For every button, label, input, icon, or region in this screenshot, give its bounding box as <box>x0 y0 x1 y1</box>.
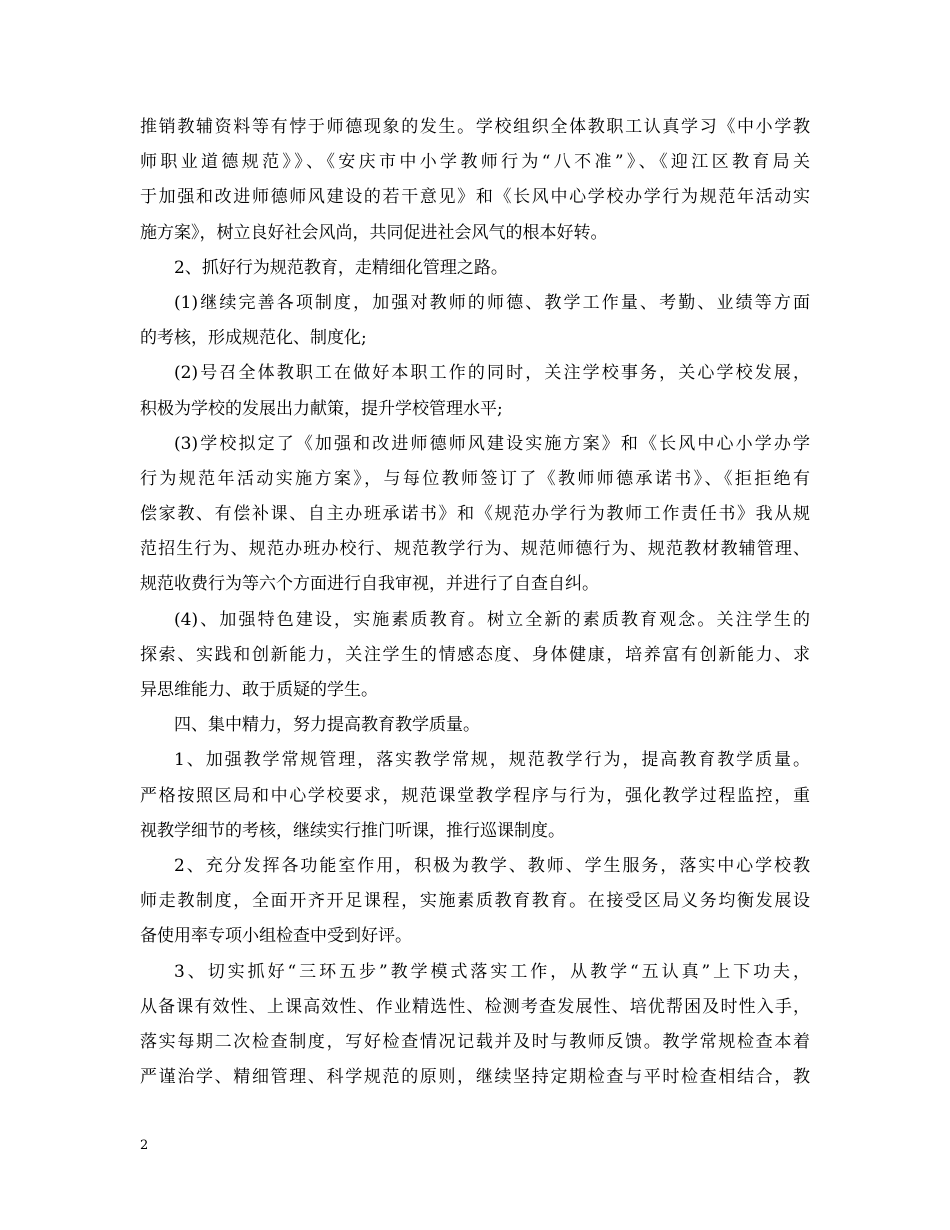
text-line: 从备课有效性、上课高效性、作业精选性、检测考查发展性、培优帮困及时性入手， <box>140 996 810 1017</box>
text-line: 严格按照区局和中心学校要求，规范课堂教学程序与行为，强化教学过程监控，重 <box>140 785 810 806</box>
text-line: 严谨治学、精细管理、科学规范的原则，继续坚持定期检查与平时检查相结合，教 <box>140 1067 810 1088</box>
text-line: 积极为学校的发展出力献策，提升学校管理水平; <box>140 398 503 419</box>
text-line: 落实每期二次检查制度，写好检查情况记载并及时与教师反馈。教学常规检查本着 <box>140 1031 810 1052</box>
text-line: 师职业道德规范》》、《安庆市中小学教师行为“八不准”》、《迎江区教育局关 <box>140 152 810 173</box>
text-line: 3、切实抓好“三环五步”教学模式落实工作，从教学“五认真”上下功夫， <box>174 961 810 982</box>
text-line: 范招生行为、规范办班办校行、规范教学行为、规范师德行为、规范教材教辅管理、 <box>140 539 810 560</box>
text-line: 的考核，形成规范化、制度化; <box>140 328 367 349</box>
text-line: 探索、实践和创新能力，关注学生的情感态度、身体健康，培养富有创新能力、求 <box>140 644 810 665</box>
text-line: (1)继续完善各项制度，加强对教师的师德、教学工作量、考勤、业绩等方面 <box>174 292 810 313</box>
text-line: 1、加强教学常规管理，落实教学常规，规范教学行为，提高教育教学质量。 <box>174 750 810 771</box>
text-line: 于加强和改进师德师风建设的若干意见》和《长风中心学校办学行为规范年活动实 <box>140 187 810 208</box>
text-line: 2、抓好行为规范教育，走精细化管理之路。 <box>174 257 508 278</box>
text-line: (2)号召全体教职工在做好本职工作的同时，关注学校事务，关心学校发展， <box>174 363 810 384</box>
text-line: 异思维能力、敢于质疑的学生。 <box>140 680 378 700</box>
text-line: (3)学校拟定了《加强和改进师德师风建设实施方案》和《长风中心小学办学 <box>174 433 810 454</box>
text-line: 偿家教、有偿补课、自主办班承诺书》和《规范办学行为教师工作责任书》我从规 <box>140 504 810 525</box>
text-line: 施方案》，树立良好社会风尚，共同促进社会风气的根本好转。 <box>140 222 608 243</box>
text-line: 推销教辅资料等有悖于师德现象的发生。学校组织全体教职工认真学习《中小学教 <box>140 117 810 137</box>
text-line: (4)、加强特色建设，实施素质教育。树立全新的素质教育观念。关注学生的 <box>174 609 810 630</box>
text-line: 行为规范年活动实施方案》，与每位教师签订了《教师师德承诺书》、《拒拒绝有 <box>140 468 810 489</box>
text-line: 四、集中精力，努力提高教育教学质量。 <box>174 715 480 736</box>
document-body <box>140 110 810 1095</box>
text-line: 2、充分发挥各功能室作用，积极为教学、教师、学生服务，落实中心学校教 <box>174 855 810 876</box>
page-number: 2 <box>140 1138 149 1153</box>
text-line: 师走教制度，全面开齐开足课程，实施素质教育教育。在接受区局义务均衡发展设 <box>140 891 810 912</box>
text-line: 视教学细节的考核，继续实行推门听课，推行巡课制度。 <box>140 820 565 841</box>
text-line: 规范收费行为等六个方面进行自我审视，并进行了自查自纠。 <box>140 574 599 595</box>
text-line: 备使用率专项小组检查中受到好评。 <box>140 926 412 947</box>
